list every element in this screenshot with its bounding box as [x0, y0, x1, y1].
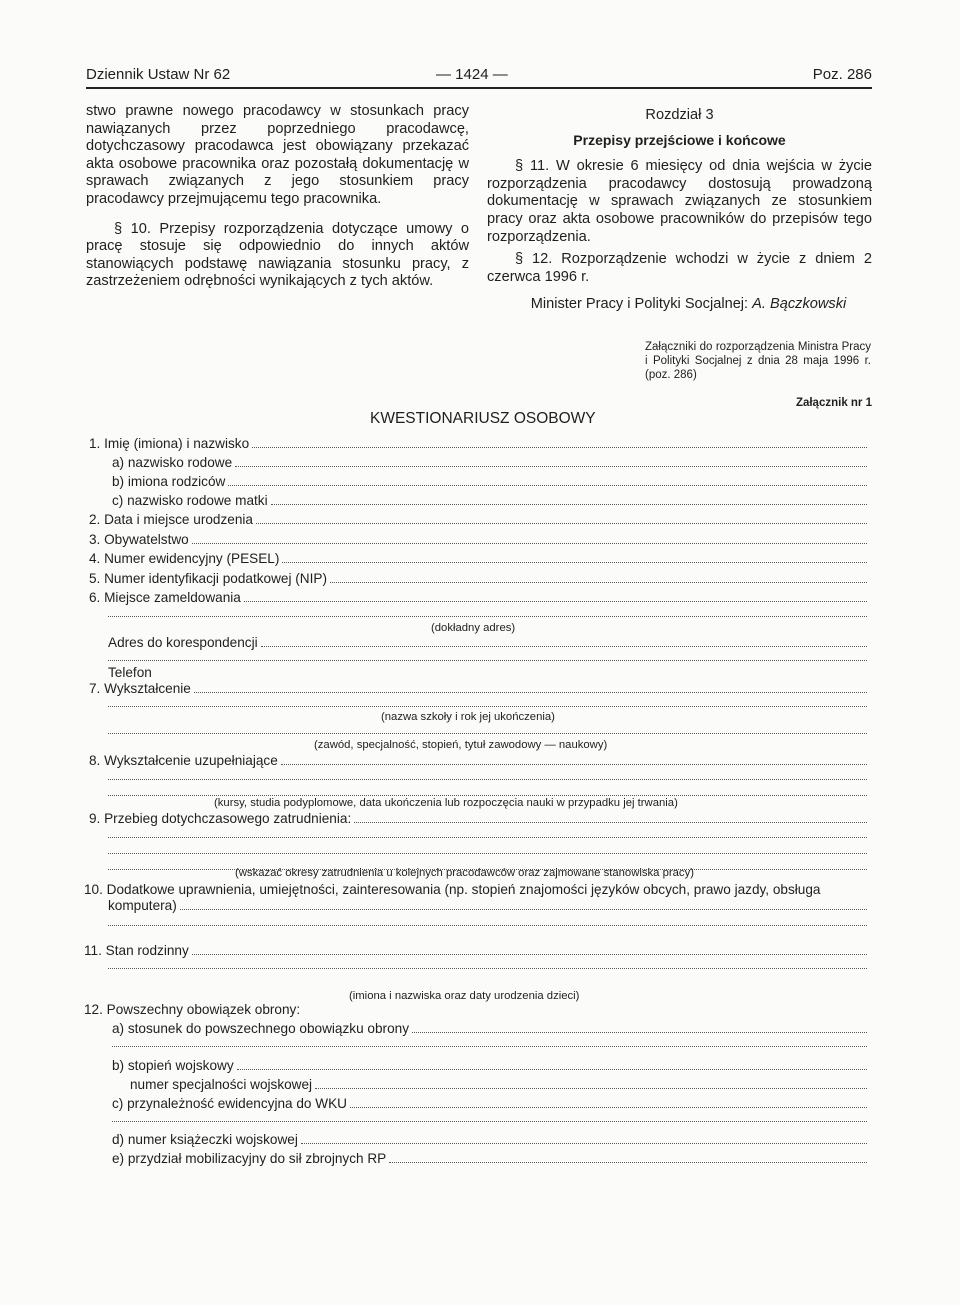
- fill-line[interactable]: [108, 837, 867, 838]
- field-label: 7. Wykształcenie: [89, 681, 191, 696]
- field-label: 9. Przebieg dotychczasowego zatrudnienia:: [89, 811, 352, 826]
- paragraph-12: § 12. Rozporządzenie wchodzi w życie z dniem 2 czerwca 1996 r.: [487, 251, 872, 285]
- fill-line[interactable]: [108, 733, 867, 734]
- caption-school: (nazwa szkoły i rok jej ukończenia): [381, 711, 555, 723]
- fill-line[interactable]: [194, 681, 867, 693]
- field-label: b) imiona rodziców: [112, 474, 226, 489]
- fill-line[interactable]: [282, 551, 867, 563]
- fill-line[interactable]: [108, 779, 867, 780]
- field-label: a) nazwisko rodowe: [112, 455, 233, 470]
- field-label: 2. Data i miejsce urodzenia: [89, 512, 253, 527]
- field-additional-education[interactable]: [89, 753, 867, 769]
- fill-line[interactable]: [192, 943, 867, 955]
- field-label: 5. Numer identyfikacji podatkowej (NIP): [89, 571, 327, 586]
- paragraph-11: § 11. W okresie 6 miesięcy od dnia wejścia w życie rozporządzenia pracodawcy dostosują prowadzoną dokumentację w sprawach związanych ze stosunkiem pracy oraz akta osobowe pracowników do przepisów tego rozporządzenia.: [487, 158, 872, 245]
- fill-line[interactable]: [412, 1021, 867, 1033]
- fill-line[interactable]: [192, 532, 867, 544]
- field-name[interactable]: [89, 436, 867, 452]
- fill-line[interactable]: [330, 571, 867, 583]
- field-label: d) numer książeczki wojskowej: [112, 1132, 298, 1147]
- fill-line[interactable]: [108, 968, 867, 969]
- field-label: c) przynależność ewidencyjna do WKU: [112, 1096, 347, 1111]
- fill-line[interactable]: [235, 455, 867, 467]
- field-mobilization[interactable]: [112, 1151, 867, 1167]
- field-correspondence-address[interactable]: [108, 635, 867, 651]
- field-label: 10. Dodatkowe uprawnienia, umiejętności, zainteresowania (np. stopień znajomości języków obcych, prawo jazdy, obsługa: [84, 882, 821, 897]
- fill-line[interactable]: [271, 493, 867, 505]
- journal-name: Dziennik Ustaw Nr 62: [86, 66, 231, 83]
- field-military-booklet[interactable]: [112, 1132, 867, 1148]
- fill-line[interactable]: [108, 660, 867, 661]
- left-column: [86, 103, 469, 291]
- field-phone[interactable]: [108, 665, 168, 681]
- fill-line[interactable]: [108, 795, 867, 796]
- field-mother-maiden-name[interactable]: [112, 493, 867, 509]
- field-residence[interactable]: [89, 590, 867, 606]
- paragraph-10: § 10. Przepisy rozporządzenia dotyczące umowy o pracę stosuje się odpowiednio do innych aktów stanowiących podstawę nawiązania stosunku pracy, z zastrzeżeniem odrębności wynikających z tych aktów.: [86, 220, 469, 290]
- fill-line[interactable]: [389, 1151, 867, 1163]
- field-skills[interactable]: [84, 882, 874, 898]
- annex-note: Załączniki do rozporządzenia Ministra Pracy i Polityki Socjalnej z dnia 28 maja 1996 r. (poz. 286): [645, 341, 871, 381]
- field-label: komputera): [108, 898, 177, 913]
- fill-line[interactable]: [301, 1132, 867, 1144]
- field-label: Telefon: [108, 665, 152, 680]
- fill-line[interactable]: [315, 1077, 867, 1089]
- field-military-rank[interactable]: [112, 1058, 867, 1074]
- signature-name: A. Bączkowski: [752, 296, 847, 313]
- header-rule: [86, 87, 872, 89]
- annex-label: Załącznik nr 1: [795, 397, 872, 409]
- field-label: 4. Numer ewidencyjny (PESEL): [89, 551, 280, 566]
- field-education[interactable]: [89, 681, 867, 697]
- caption-employment: (wskazać okresy zatrudnienia u kolejnych pracodawców oraz zajmowane stanowiska pracy): [235, 867, 694, 879]
- page-number: — 1424 —: [436, 66, 508, 83]
- fill-line[interactable]: [261, 635, 867, 647]
- fill-line[interactable]: [108, 853, 867, 854]
- field-parents-names[interactable]: [112, 474, 867, 490]
- signature: [487, 296, 872, 314]
- fill-line[interactable]: [108, 706, 867, 707]
- field-label: 11. Stan rodzinny: [84, 943, 189, 958]
- field-label: 8. Wykształcenie uzupełniające: [89, 753, 278, 768]
- fill-line[interactable]: [237, 1058, 867, 1070]
- field-label: 6. Miejsce zameldowania: [89, 590, 241, 605]
- field-defense-obligation: [84, 1002, 867, 1018]
- right-column: [487, 107, 872, 314]
- fill-line[interactable]: [354, 811, 867, 823]
- field-family-status[interactable]: [84, 943, 867, 959]
- chapter-title: Przepisy przejściowe i końcowe: [573, 131, 786, 148]
- field-wku[interactable]: [112, 1096, 867, 1112]
- fill-line[interactable]: [252, 436, 867, 448]
- fill-line[interactable]: [108, 616, 867, 617]
- caption-profession: (zawód, specjalność, stopień, tytuł zawodowy — naukowy): [314, 739, 608, 751]
- field-maiden-name[interactable]: [112, 455, 867, 471]
- fill-line[interactable]: [180, 898, 867, 910]
- form-title: KWESTIONARIUSZ OSOBOWY: [370, 410, 596, 427]
- field-label: Adres do korespondencji: [108, 635, 258, 650]
- position-number: Poz. 286: [812, 66, 872, 83]
- field-label: 12. Powszechny obowiązek obrony:: [84, 1002, 301, 1017]
- field-defense-status[interactable]: [112, 1021, 867, 1037]
- caption-courses: (kursy, studia podyplomowe, data ukończenia lub rozpoczęcia nauki w przypadku jej trwania): [214, 797, 678, 809]
- field-label: b) stopień wojskowy: [112, 1058, 234, 1073]
- field-citizenship[interactable]: [89, 532, 867, 548]
- field-military-specialty[interactable]: [130, 1077, 867, 1093]
- field-employment-history[interactable]: [89, 811, 867, 827]
- field-label: numer specjalności wojskowej: [130, 1077, 313, 1092]
- fill-line[interactable]: [228, 474, 867, 486]
- fill-line[interactable]: [281, 753, 867, 765]
- field-label: 1. Imię (imiona) i nazwisko: [89, 436, 250, 451]
- signature-label: Minister Pracy i Polityki Socjalnej:: [530, 296, 753, 313]
- fill-line[interactable]: [112, 1121, 867, 1122]
- field-label: c) nazwisko rodowe matki: [112, 493, 268, 508]
- chapter-number: Rozdział 3: [645, 107, 714, 123]
- field-birth-date-place[interactable]: [89, 512, 867, 528]
- caption-exact-address: (dokładny adres): [431, 622, 516, 634]
- field-label: 3. Obywatelstwo: [89, 532, 189, 547]
- caption-children: (imiona i nazwiska oraz daty urodzenia dzieci): [349, 990, 580, 1002]
- field-skills-continued[interactable]: [108, 898, 867, 914]
- fill-line[interactable]: [108, 925, 867, 926]
- field-pesel[interactable]: [89, 551, 867, 567]
- fill-line[interactable]: [256, 512, 867, 524]
- fill-line[interactable]: [244, 590, 867, 602]
- field-nip[interactable]: [89, 571, 867, 587]
- fill-line[interactable]: [112, 1046, 867, 1047]
- field-label: a) stosunek do powszechnego obowiązku obrony: [112, 1021, 409, 1036]
- fill-line[interactable]: [350, 1096, 867, 1108]
- paragraph-continuation: stwo prawne nowego pracodawcy w stosunkach pracy nawiązanych przez poprzedniego pracodawcę, dotychczasowy pracodawca jest obowiązany przekazać akta osobowe pracownika oraz pozostałą dokumentację w sprawach związanych z jego stosunkiem pracy pracodawcy przejmującemu tego pracownika.: [86, 103, 469, 207]
- field-label: e) przydział mobilizacyjny do sił zbrojnych RP: [112, 1151, 387, 1166]
